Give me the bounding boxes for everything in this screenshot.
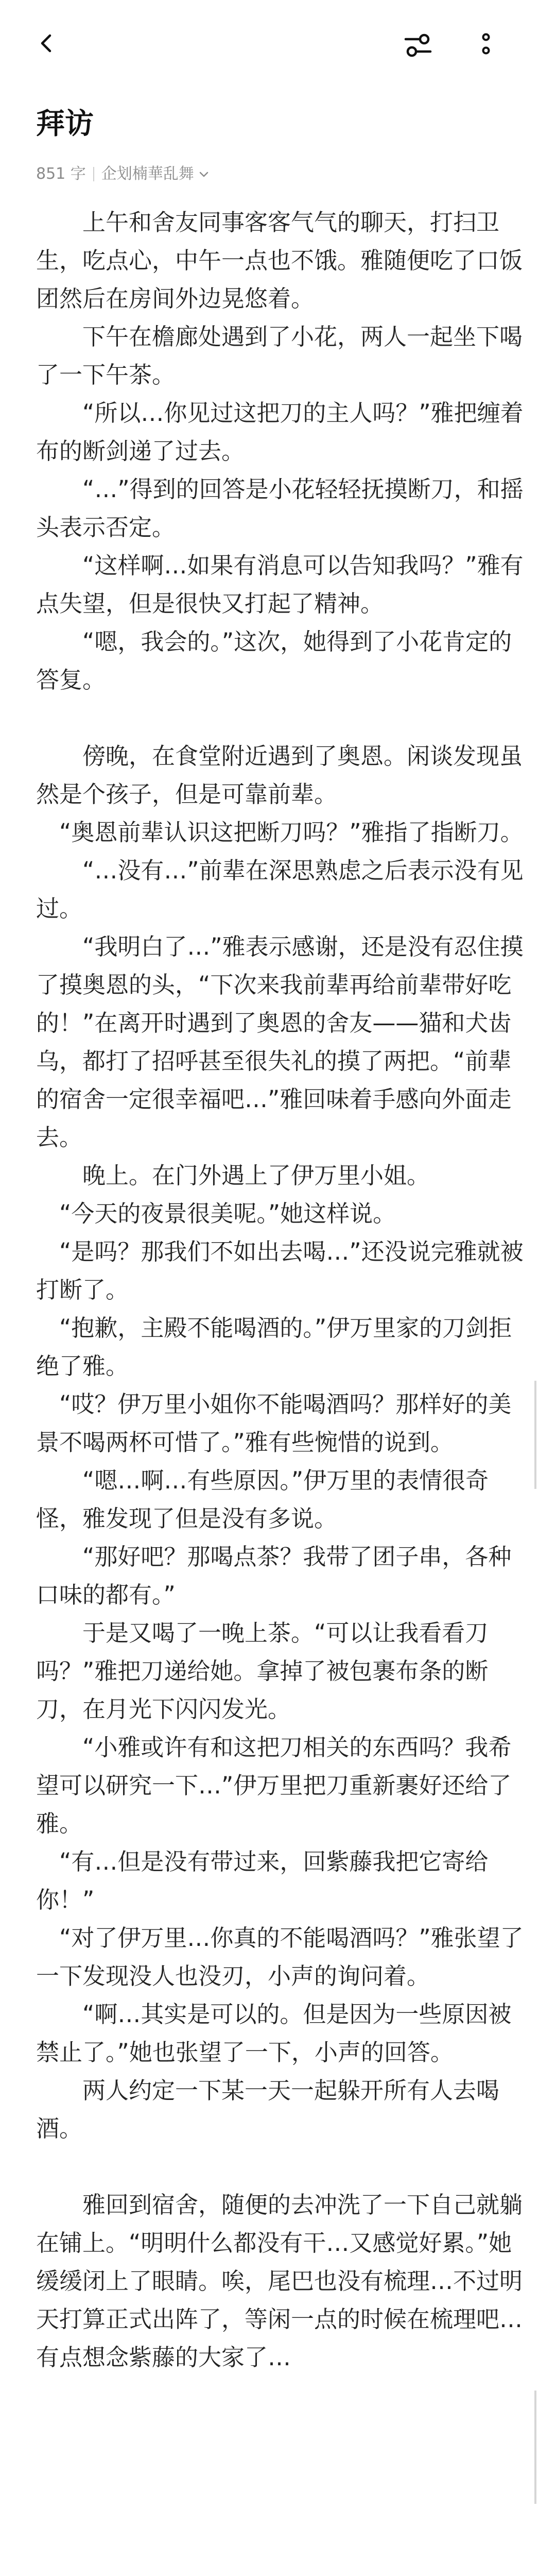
paragraph: “今天的夜景很美呢。”她这样说。 (36, 1200, 396, 1227)
reader-settings-button[interactable] (399, 27, 437, 64)
paragraph: “嗯，我会的。”这次，她得到了小花肯定的答复。 (36, 628, 512, 693)
paragraph: “那好吧？那喝点茶？我带了团子串，各种口味的都有。” (36, 1543, 512, 1608)
scroll-indicator (534, 1381, 536, 1489)
article-body (36, 204, 525, 2377)
paragraph: “对了伊万里…你真的不能喝酒吗？”雅张望了一下发现没人也没刃，小声的询问着。 (36, 1924, 524, 1990)
sliders-icon (403, 30, 433, 61)
paragraph: “…没有…”前辈在深思熟虑之后表示没有见过。 (36, 857, 524, 922)
paragraph: “所以…你见过这把刀的主人吗？”雅把缠着布的断剑递了过去。 (36, 399, 524, 465)
scrollbar[interactable] (534, 0, 538, 2576)
paragraph: “…”得到的回答是小花轻轻抚摸断刀，和摇头表示否定。 (36, 476, 524, 541)
author-name: 企划楠華乱舞 (101, 165, 194, 183)
paragraph: “我明白了…”雅表示感谢，还是没有忍住摸了摸奥恩的头，“下次来我前辈再给前辈带好吃的！”在离开时遇到了奥恩的舍友——猫和犬齿乌，都打了招呼甚至很失礼的摸了两把。“前辈的宿舍一定很幸福吧…”雅回味着手感向外面走去。 (36, 933, 524, 1151)
paragraph: 两人约定一下某一天一起躲开所有人去喝酒。 (36, 2077, 500, 2142)
article-meta (36, 164, 210, 184)
word-count: 851 字 (36, 165, 86, 183)
blank-line (36, 699, 525, 737)
meta-divider (93, 167, 94, 181)
blank-line (36, 2148, 525, 2186)
paragraph: 上午和舍友同事客客气气的聊天，打扫卫生，吃点心，中午一点也不饿。雅随便吃了口饭团然后在房间外边晃悠着。 (36, 209, 523, 312)
paragraph: 晚上。在门外遇上了伊万里小姐。 (36, 1162, 430, 1189)
paragraph: “这样啊…如果有消息可以告知我吗？”雅有点失望，但是很快又打起了精神。 (36, 552, 524, 617)
chevron-down-icon (198, 168, 210, 180)
paragraph: “是吗？那我们不如出去喝…”还没说完雅就被打断了。 (36, 1238, 524, 1303)
paragraph: “奥恩前辈认识这把断刀吗？”雅指了指断刀。 (36, 819, 524, 846)
back-button[interactable] (30, 27, 63, 60)
paragraph: “啊…其实是可以的。但是因为一些原因被禁止了。”她也张望了一下，小声的回答。 (36, 2001, 512, 2066)
author-link[interactable] (101, 164, 210, 184)
top-bar (0, 0, 556, 88)
paragraph: 下午在檐廊处遇到了小花，两人一起坐下喝了一下午茶。 (36, 323, 523, 388)
paragraph: “小雅或许有和这把刀相关的东西吗？我希望可以研究一下…”伊万里把刀重新裹好还给了雅。 (36, 1734, 512, 1837)
paragraph: “有…但是没有带过来，回紫藤我把它寄给你！” (36, 1848, 489, 1913)
paragraph: 于是又喝了一晚上茶。“可以让我看看刀吗？”雅把刀递给她。拿掉了被包裹布条的断刀，在月光下闪闪发光。 (36, 1619, 489, 1723)
paragraph: “抱歉，主殿不能喝酒的。”伊万里家的刀剑拒绝了雅。 (36, 1314, 512, 1380)
back-arrow-icon (36, 33, 57, 54)
more-vertical-icon (476, 30, 496, 61)
paragraph: “嗯…啊…有些原因。”伊万里的表情很奇怪，雅发现了但是没有多说。 (36, 1467, 489, 1532)
paragraph: 雅回到宿舍，随便的去冲洗了一下自己就躺在铺上。“明明什么都没有干…又感觉好累。”她缓缓闭上了眼睛。唉，尾巴也没有梳理…不过明天打算正式出阵了，等闲一点的时候在梳理吧…有点想念紫藤的大家了… (36, 2191, 523, 2371)
article-title: 拜访 (36, 107, 94, 141)
paragraph: “哎？伊万里小姐你不能喝酒吗？那样好的美景不喝两杯可惜了。”雅有些惋惜的说到。 (36, 1391, 512, 1456)
more-button[interactable] (467, 27, 505, 64)
scroll-indicator (534, 2391, 536, 2504)
paragraph: 傍晚，在食堂附近遇到了奥恩。闲谈发现虽然是个孩子，但是可靠前辈。 (36, 742, 523, 808)
